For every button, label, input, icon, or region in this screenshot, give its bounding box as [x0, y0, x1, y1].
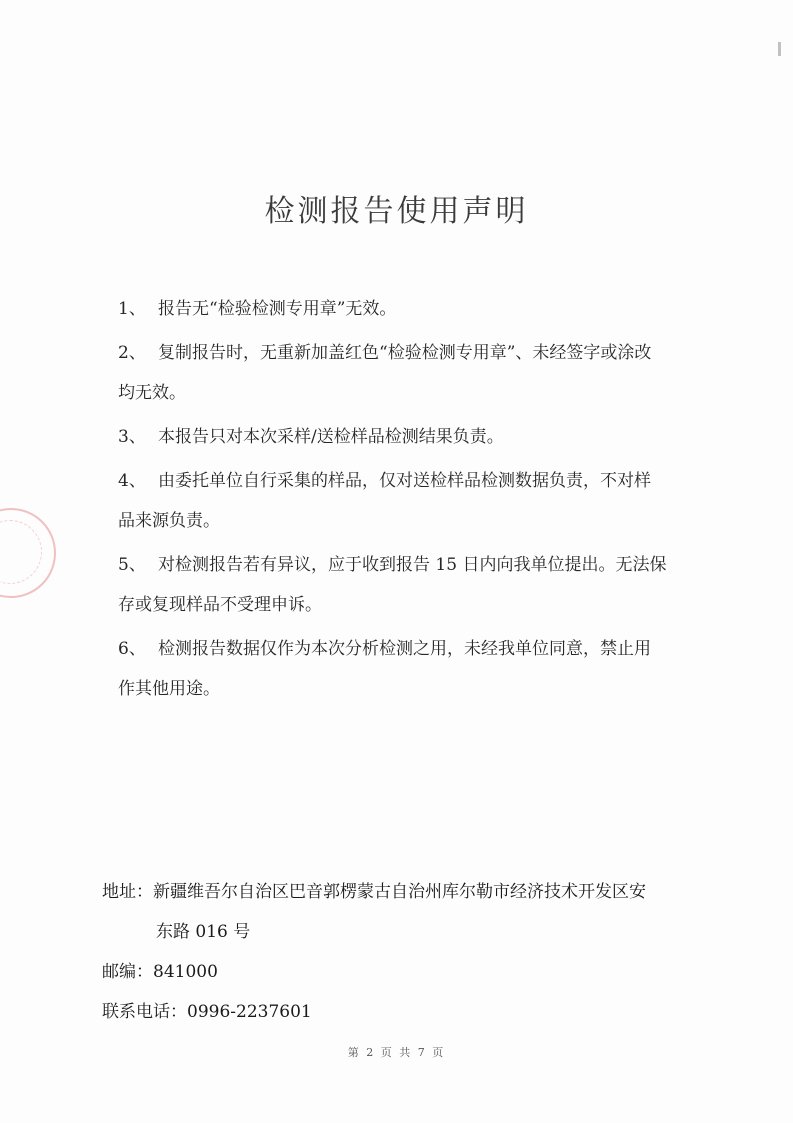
item-text-continued: 品来源负责。: [118, 511, 220, 531]
item-text: 报告无“检验检测专用章”无效。: [158, 299, 397, 319]
item-number: 2、: [118, 343, 146, 363]
declaration-item-2: [118, 333, 716, 413]
postcode-value: 841000: [153, 962, 218, 982]
item-text-continued: 均无效。: [118, 383, 186, 403]
item-text-continued: 存或复现样品不受理申诉。: [118, 595, 322, 615]
address-row: [102, 872, 722, 912]
declaration-item-6: [118, 629, 716, 709]
item-number: 1、: [118, 299, 146, 319]
item-text-continued: 作其他用途。: [118, 679, 220, 699]
phone-row: [102, 992, 722, 1032]
postcode-label: 邮编：: [102, 962, 153, 982]
contact-block: [102, 872, 722, 1032]
address-row-continued: [102, 912, 722, 952]
item-text: 本报告只对本次采样/送检样品检测结果负责。: [158, 427, 504, 447]
item-text: 对检测报告若有异议，应于收到报告 15 日内向我单位提出。无法保: [158, 555, 667, 575]
declaration-item-1: [118, 289, 716, 329]
address-value: 新疆维吾尔自治区巴音郭楞蒙古自治州库尔勒市经济技术开发区安: [153, 882, 646, 902]
page-number-footer: 第 2 页 共 7 页: [347, 1046, 446, 1059]
phone-value: 0996-2237601: [187, 1002, 312, 1022]
address-label: 地址：: [102, 882, 153, 902]
document-title: 检测报告使用声明: [264, 194, 529, 230]
scan-mark: [778, 42, 781, 56]
address-value-continued: 东路 016 号: [156, 922, 251, 942]
item-text: 检测报告数据仅作为本次分析检测之用，未经我单位同意，禁止用: [158, 639, 651, 659]
item-text: 复制报告时，无重新加盖红色“检验检测专用章”、未经签字或涂改: [158, 343, 652, 363]
declaration-item-4: [118, 461, 716, 541]
declaration-list: [118, 289, 716, 713]
declaration-item-3: [118, 417, 716, 457]
item-number: 5、: [118, 555, 146, 575]
item-number: 6、: [118, 639, 146, 659]
declaration-item-5: [118, 545, 716, 625]
phone-label: 联系电话：: [102, 1002, 187, 1022]
postcode-row: [102, 952, 722, 992]
item-text: 由委托单位自行采集的样品，仅对送检样品检测数据负责，不对样: [158, 471, 651, 491]
item-number: 3、: [118, 427, 146, 447]
item-number: 4、: [118, 471, 146, 491]
